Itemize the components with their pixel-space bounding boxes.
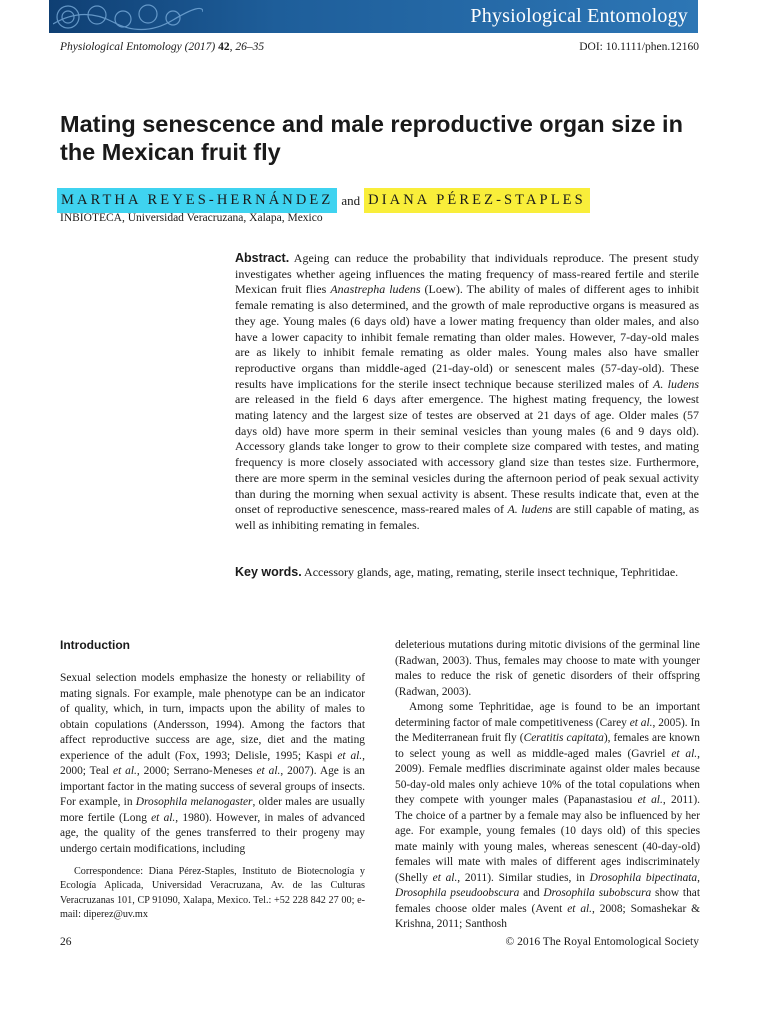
citation-line: [60, 41, 264, 53]
abstract-text: are released in the field 6 days after emergence. The highest mating frequency, the lowest mating latency and the largest size of testes are observed at 21 days of age. Older males (57 days old) have more sperm in their seminal vesicles than young males (6 and 9 days old). Accessory glands take longer to grow to their complete size compared with testes, and mating frequency is more closely associated with accessory gland size than testes size. Furthermore, there are more sperm in the seminal vesicles during the afternoon period of peak sexual activity than during the morning when sexual activity is absent. These results indicate that, even at the onset of reproductive senescence, mass-reared males of: [235, 392, 699, 517]
body-text: , 2007). Age is an important factor in the mating success of several groups of insects. For example, in: [60, 765, 366, 808]
body-text: Sexual selection models emphasize the honesty or reliability of mating signals. For example, male phenotype can be an indicator of quality, which, in turn, impacts upon the ability of males to obtain copulations (Andersson, 1994). Among the factors that affect reproductive success are age, size, diet and the mating experience of the adult (Fox, 1993; Delisle, 1995; Kaspi: [60, 672, 365, 762]
et-al: et al.: [671, 747, 698, 760]
body-text: and: [519, 887, 544, 899]
species-name: Anastrepha ludens: [330, 282, 421, 297]
et-al: et al.: [337, 749, 363, 762]
species-name: A. ludens: [652, 376, 699, 391]
body-column-right: [395, 638, 700, 933]
doi[interactable]: DOI: 10.1111/phen.12160: [579, 41, 699, 53]
citation-journal: Physiological Entomology: [60, 41, 182, 53]
body-column-left: [60, 638, 365, 857]
et-al: et al.: [629, 716, 653, 729]
et-al: et al.: [637, 794, 663, 806]
body-text: , older males are usually more fertile (Long: [60, 796, 365, 824]
keywords-text: Accessory glands, age, mating, remating, sterile insect technique, Tephritidae.: [301, 565, 679, 579]
species-name: Ceratitis capitata: [523, 732, 604, 744]
copyright-notice: © 2016 The Royal Entomological Society: [505, 936, 699, 948]
author-perez-staples[interactable]: DIANA PÉREZ-STAPLES: [364, 188, 590, 213]
citation-year: (2017): [184, 41, 216, 53]
body-text: , 1980). However, in males of advanced age, the quality of the genes transferred to their progeny may undergo certain modifications, including: [60, 811, 365, 855]
keywords: [235, 565, 699, 581]
author-reyes-hernandez[interactable]: MARTHA REYES-HERNÁNDEZ: [57, 188, 337, 213]
abstract-text: (Loew). The ability of males of different ages to inhibit female remating is also determined, and the growth of male reproductive organs is measured as they age. Young males (6 days old) have a lower mating frequency than older males, and also have a lower capacity to inhibit female remating than older males. However, 7-day-old males are as likely to inhibit female remating as older males. Young males also have smaller reproductive organs than middle-aged (21-day-old) or senescent males (57-day-old). These results have implications for the sterile insect technique because sterilized males of: [235, 282, 700, 391]
journal-name: Physiological Entomology: [470, 5, 688, 27]
body-text: show that females choose older males (Avent: [395, 887, 700, 915]
body-paragraph: deleterious mutations during mitotic divisions of the germinal line (Radwan, 2003). Thus, females may choose to mate with younger males to reduce the risk of genetic disorders of their offspring (Radwan, 2003).: [395, 639, 700, 698]
banner-decoration-icon: [53, 2, 203, 32]
affiliation: INBIOTECA, Universidad Veracruzana, Xalapa, Mexico: [60, 212, 323, 224]
et-al: et al.: [567, 902, 593, 915]
keywords-label: Key words.: [235, 565, 302, 579]
body-text: ,: [697, 871, 700, 884]
body-text: , 2009). Female medflies discriminate against older males because 50-day-old males only achieve 10% of the total copulations when they compete with younger males (Papanastasiou: [395, 747, 700, 806]
species-name: Drosophila bipectinata: [589, 871, 698, 884]
author-list: [57, 188, 590, 213]
abstract: [235, 251, 699, 534]
body-text: , 2011). The choice of a partner by a female may also be influenced by her age. For example, young females (10 days old) of this species mate mainly with young males, whereas senescent (40-day-old) females will mate with males of different ages indiscriminately (Shelly: [395, 794, 700, 884]
body-text: , 2005). In the Mediterranean fruit fly (: [395, 716, 700, 744]
species-name: Drosophila subobscura: [543, 887, 652, 899]
body-paragraph: [395, 700, 700, 933]
author-separator: and: [341, 192, 361, 208]
correspondence-note: Correspondence: Diana Pérez-Staples, Instituto de Biotecnología y Ecología Aplicada, Universidad Veracruzana, Av. de las Culturas Veracruzanas 101, CP 91090, Xalapa, Mexico. Tel.: +52 228 842 27 00; e-mail: diperez@uv.mx: [60, 866, 365, 920]
species-name: Drosophila melanogaster: [135, 796, 253, 808]
body-text: Among some Tephritidae, age is found to be an important determining factor of male competitiveness (Carey: [395, 701, 700, 729]
body-text: , 2008; Somashekar & Krishna, 2011; Santhosh: [395, 902, 701, 930]
body-text: ), females are known to select young as well as middle-aged males (Gavriel: [395, 732, 700, 760]
abstract-text: Ageing can reduce the probability that individuals reproduce. The present study investigates whether ageing influences the mating frequency of mass-reared fertile and sterile Mexican fruit flies: [235, 251, 699, 297]
page-number: 26: [60, 936, 72, 948]
species-name: A. ludens: [507, 502, 553, 517]
body-text: , 2000; Serrano-Meneses: [136, 765, 257, 777]
body-paragraph: [60, 671, 365, 857]
et-al: et al.: [151, 811, 176, 824]
body-text: , 2011). Similar studies, in: [457, 871, 590, 884]
et-al: et al.: [256, 765, 281, 777]
citation-pages: , 26–35: [229, 41, 265, 53]
et-al: et al.: [113, 765, 137, 777]
body-text: , 2000; Teal: [60, 749, 366, 777]
abstract-label: Abstract.: [235, 251, 290, 265]
et-al: et al.: [432, 871, 458, 884]
section-heading-introduction: Introduction: [60, 638, 130, 652]
article-title: Mating senescence and male reproductive organ size in the Mexican fruit fly: [60, 111, 683, 165]
journal-banner: [49, 0, 698, 33]
abstract-text: are still capable of mating, as well as inhibiting remating in females.: [235, 502, 699, 532]
citation-volume: 42: [218, 41, 230, 53]
species-name: Drosophila pseudoobscura: [395, 887, 520, 899]
